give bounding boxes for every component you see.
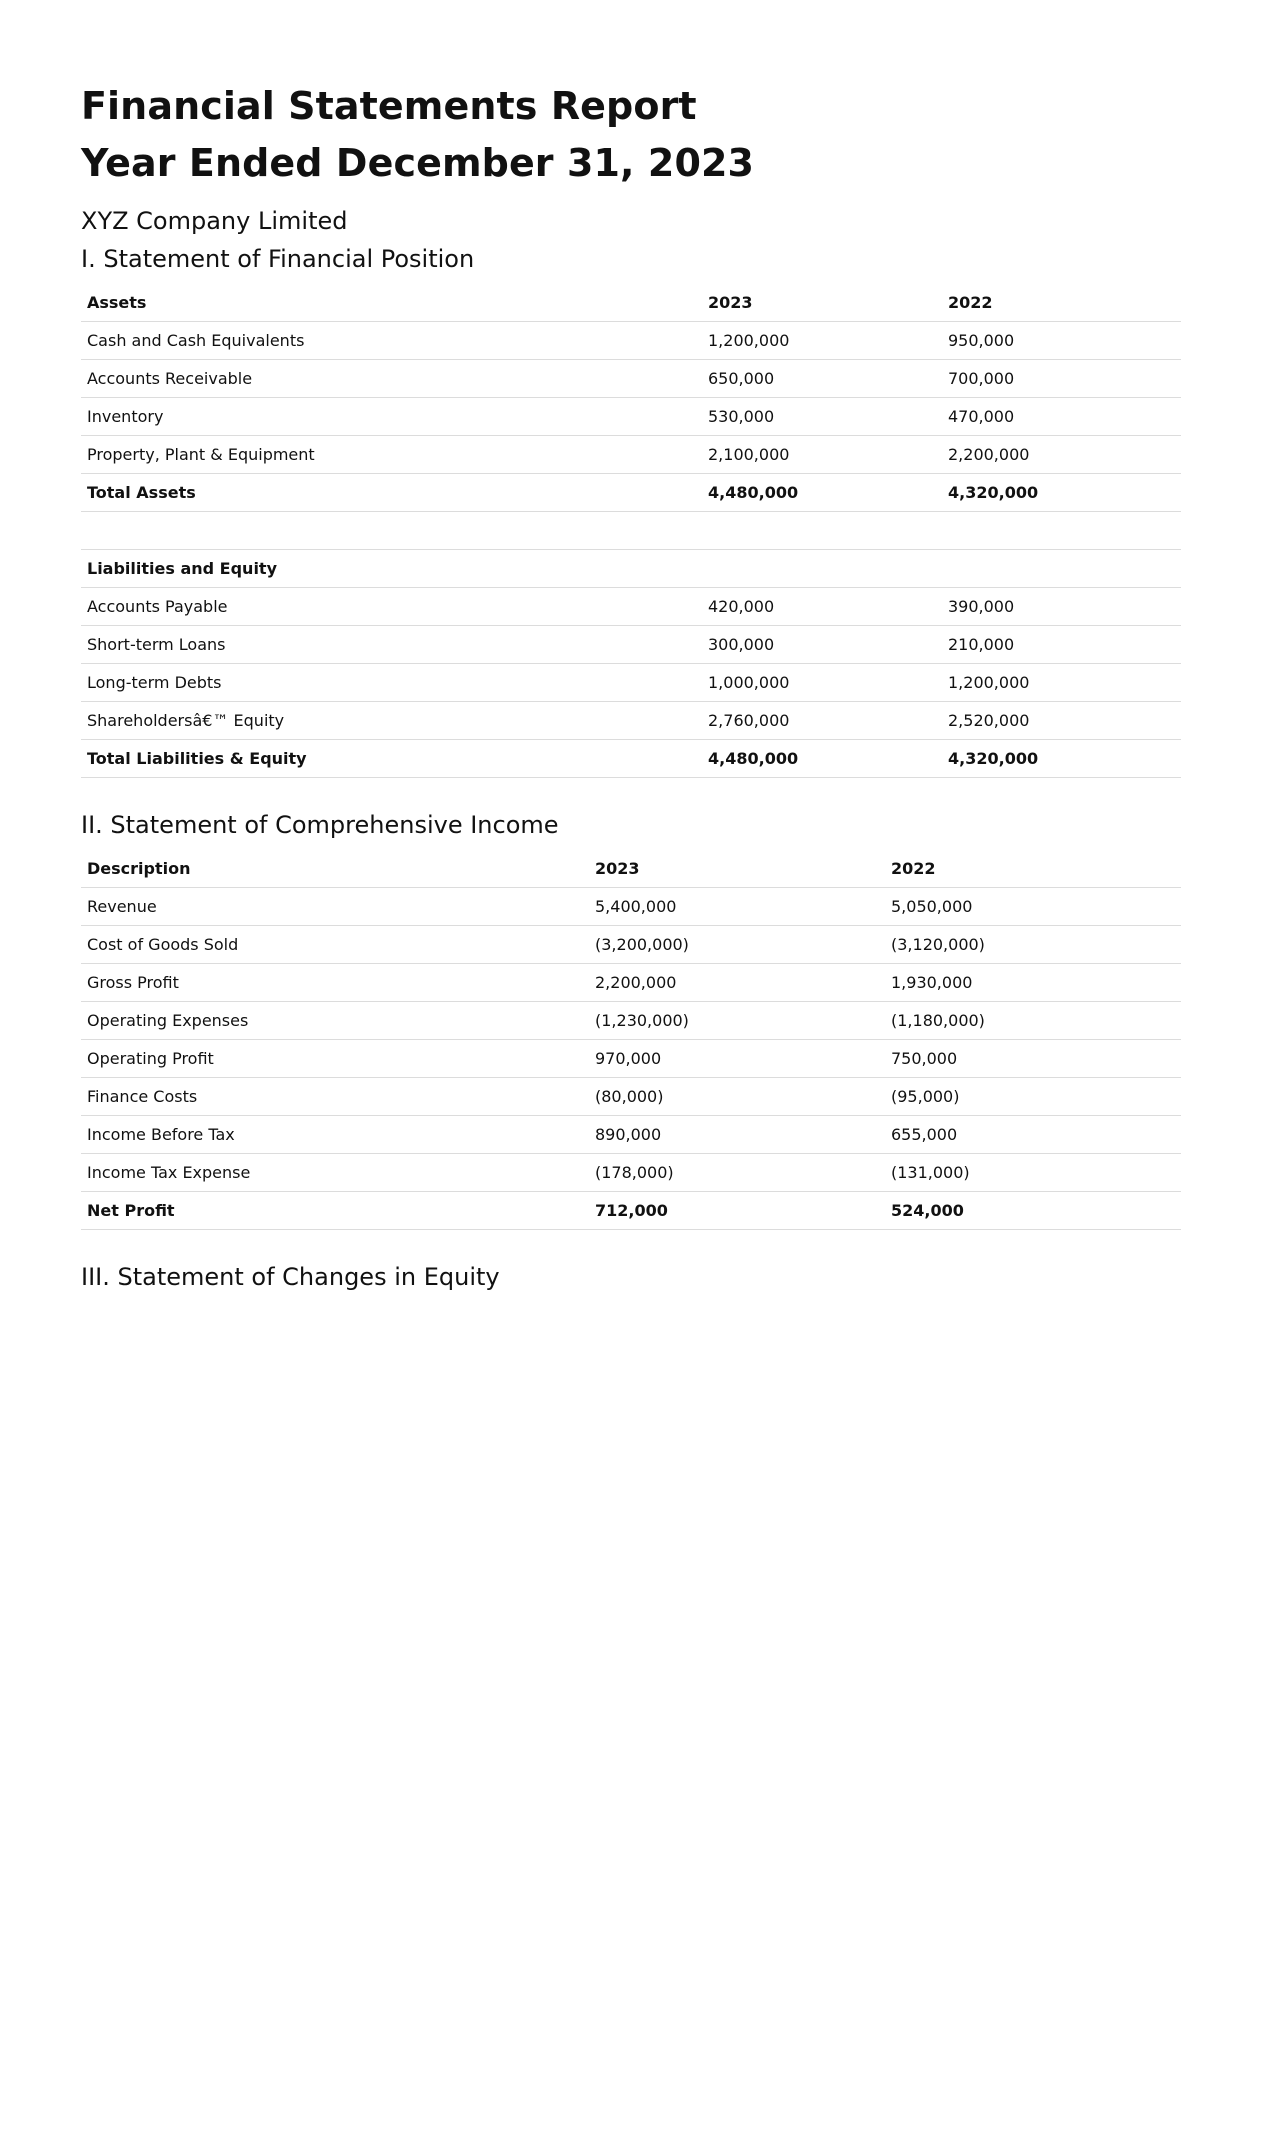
value-2022: (3,120,000) [885, 926, 1181, 964]
row-label: Net Profit [81, 1192, 589, 1230]
table-header-row [81, 284, 1181, 322]
row-label: Long-term Debts [81, 664, 702, 702]
table-row [81, 588, 1181, 626]
row-label: Total Liabilities & Equity [81, 740, 702, 778]
value-2023: 4,480,000 [702, 740, 942, 778]
value-2022: 655,000 [885, 1116, 1181, 1154]
table-row [81, 1040, 1181, 1078]
value-2022: 4,320,000 [942, 740, 1181, 778]
header-cell [942, 550, 1181, 588]
value-2022: 1,200,000 [942, 664, 1181, 702]
value-2023: 2,200,000 [589, 964, 885, 1002]
financial-position-body [81, 284, 1181, 778]
table-row [81, 398, 1181, 436]
value-2022: 524,000 [885, 1192, 1181, 1230]
table-row [81, 436, 1181, 474]
total-liabilities-equity-row [81, 740, 1181, 778]
net-profit-row [81, 1192, 1181, 1230]
value-2022: 1,930,000 [885, 964, 1181, 1002]
empty-cell [81, 512, 702, 550]
row-label: Income Tax Expense [81, 1154, 589, 1192]
value-2023: (178,000) [589, 1154, 885, 1192]
header-cell: 2022 [885, 850, 1181, 888]
empty-cell [702, 512, 942, 550]
table-header-row [81, 850, 1181, 888]
row-label: Revenue [81, 888, 589, 926]
row-label: Shareholdersâ€™ Equity [81, 702, 702, 740]
value-2023: 1,200,000 [702, 322, 942, 360]
table-row [81, 626, 1181, 664]
value-2023: (80,000) [589, 1078, 885, 1116]
table-row [81, 1002, 1181, 1040]
value-2022: 750,000 [885, 1040, 1181, 1078]
table-row [81, 360, 1181, 398]
report-period: Year Ended December 31, 2023 [81, 141, 755, 185]
financial-position-table [81, 284, 1181, 778]
row-label: Short-term Loans [81, 626, 702, 664]
value-2023: 5,400,000 [589, 888, 885, 926]
row-label: Finance Costs [81, 1078, 589, 1116]
value-2023: 890,000 [589, 1116, 885, 1154]
value-2022: 390,000 [942, 588, 1181, 626]
value-2022: 4,320,000 [942, 474, 1181, 512]
total-assets-row [81, 474, 1181, 512]
table-row [81, 1154, 1181, 1192]
row-label: Cash and Cash Equivalents [81, 322, 702, 360]
report-title: Financial Statements Report [81, 84, 697, 128]
value-2023: 1,000,000 [702, 664, 942, 702]
value-2022: (95,000) [885, 1078, 1181, 1116]
value-2023: 650,000 [702, 360, 942, 398]
value-2022: 210,000 [942, 626, 1181, 664]
table-row [81, 1116, 1181, 1154]
income-statement-table [81, 850, 1181, 1230]
financial-position-heading: I. Statement of Financial Position [81, 245, 475, 273]
value-2023: 4,480,000 [702, 474, 942, 512]
value-2022: (1,180,000) [885, 1002, 1181, 1040]
row-label: Operating Profit [81, 1040, 589, 1078]
table-row [81, 1078, 1181, 1116]
value-2022: 5,050,000 [885, 888, 1181, 926]
value-2023: 712,000 [589, 1192, 885, 1230]
table-row [81, 664, 1181, 702]
value-2023: 2,100,000 [702, 436, 942, 474]
row-label: Gross Profit [81, 964, 589, 1002]
value-2022: 2,520,000 [942, 702, 1181, 740]
income-statement-body [81, 850, 1181, 1230]
header-cell: 2023 [702, 284, 942, 322]
changes-in-equity-heading: III. Statement of Changes in Equity [81, 1263, 500, 1291]
value-2023: (1,230,000) [589, 1002, 885, 1040]
header-cell: Description [81, 850, 589, 888]
table-row [81, 888, 1181, 926]
value-2023: 300,000 [702, 626, 942, 664]
income-statement-heading: II. Statement of Comprehensive Income [81, 811, 559, 839]
value-2022: 950,000 [942, 322, 1181, 360]
value-2022: 2,200,000 [942, 436, 1181, 474]
row-label: Total Assets [81, 474, 702, 512]
value-2022: 700,000 [942, 360, 1181, 398]
header-cell: Assets [81, 284, 702, 322]
table-row [81, 702, 1181, 740]
table-row [81, 322, 1181, 360]
company-name: XYZ Company Limited [81, 207, 348, 235]
value-2022: (131,000) [885, 1154, 1181, 1192]
empty-cell [942, 512, 1181, 550]
header-cell: 2023 [589, 850, 885, 888]
table-row [81, 926, 1181, 964]
value-2022: 470,000 [942, 398, 1181, 436]
value-2023: (3,200,000) [589, 926, 885, 964]
row-label: Cost of Goods Sold [81, 926, 589, 964]
row-label: Property, Plant & Equipment [81, 436, 702, 474]
value-2023: 530,000 [702, 398, 942, 436]
header-cell: 2022 [942, 284, 1181, 322]
header-cell [702, 550, 942, 588]
spacer-row [81, 512, 1181, 550]
row-label: Income Before Tax [81, 1116, 589, 1154]
liabilities-header-row [81, 550, 1181, 588]
value-2023: 2,760,000 [702, 702, 942, 740]
table-row [81, 964, 1181, 1002]
header-cell: Liabilities and Equity [81, 550, 702, 588]
value-2023: 970,000 [589, 1040, 885, 1078]
row-label: Inventory [81, 398, 702, 436]
row-label: Operating Expenses [81, 1002, 589, 1040]
row-label: Accounts Receivable [81, 360, 702, 398]
value-2023: 420,000 [702, 588, 942, 626]
row-label: Accounts Payable [81, 588, 702, 626]
